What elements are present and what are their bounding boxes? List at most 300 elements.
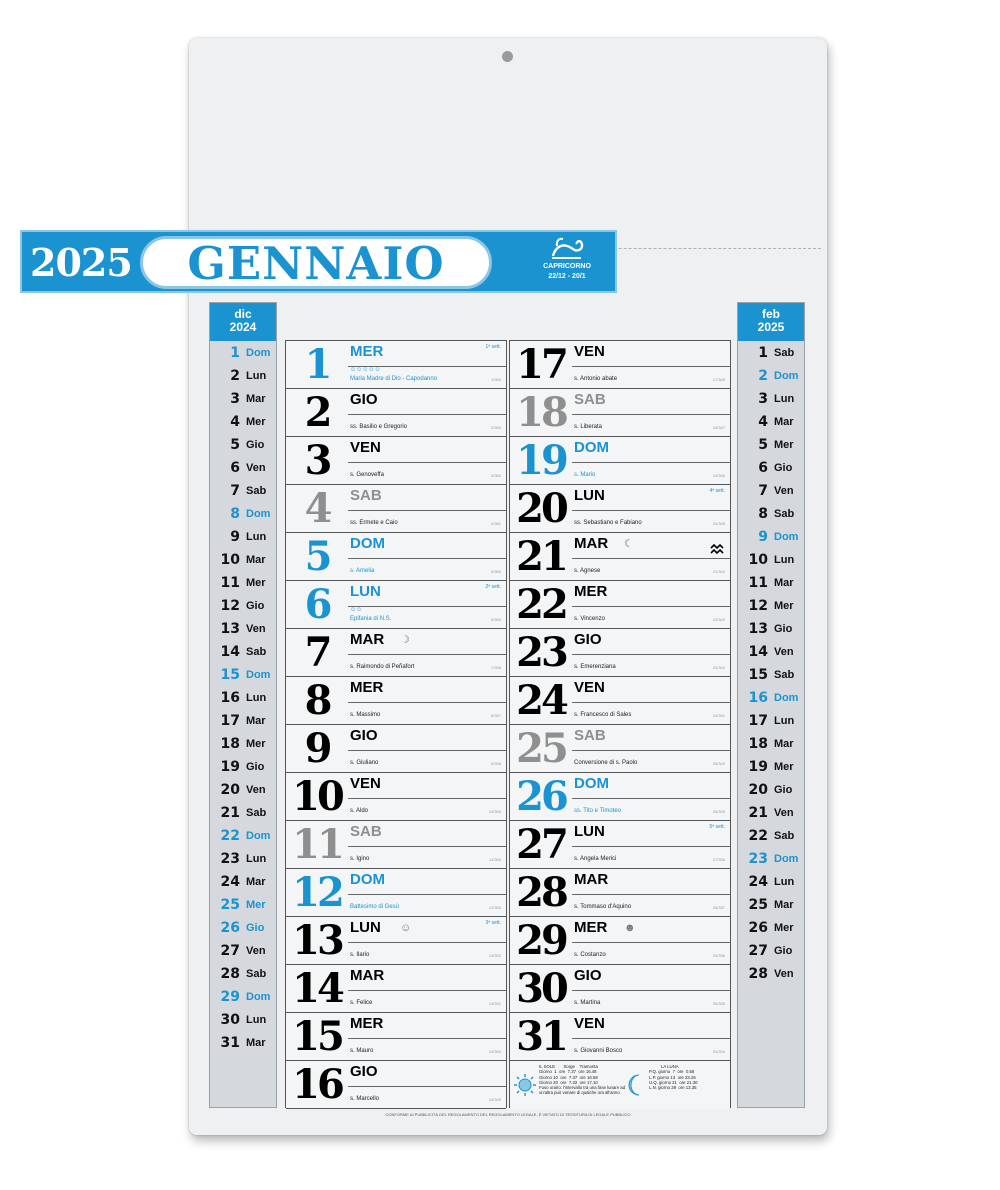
day-divider (572, 366, 730, 367)
weekday-name: VEN (350, 439, 381, 456)
day-cell (286, 341, 506, 389)
side-day-name: Mar (246, 714, 266, 727)
side-day-row (210, 594, 276, 617)
side-day-number: 23 (748, 850, 768, 867)
capricorn-icon (547, 234, 587, 262)
side-day-name: Lun (246, 691, 267, 704)
side-day-row (210, 916, 276, 939)
day-progress: 19/346 (712, 473, 725, 478)
day-cell (510, 1013, 730, 1061)
side-day-name: Ven (774, 967, 794, 980)
side-day-number: 9 (230, 528, 240, 545)
side-day-row (738, 571, 804, 594)
side-day-name: Lun (774, 714, 795, 727)
day-cell (286, 533, 506, 581)
side-day-name: Dom (246, 990, 271, 1003)
day-number: 4 (304, 485, 330, 532)
side-day-row (210, 410, 276, 433)
saint-name: s. Antonio abate (574, 376, 618, 382)
next-month-header (738, 303, 804, 341)
weekday-name: SAB (574, 391, 606, 408)
side-day-row (738, 594, 804, 617)
day-cell (286, 965, 506, 1013)
side-day-name: Mer (246, 898, 266, 911)
day-progress: 25/340 (712, 761, 725, 766)
side-day-name: Mar (774, 898, 794, 911)
side-day-row (738, 456, 804, 479)
day-cell (510, 677, 730, 725)
weekday-name: MAR (574, 535, 609, 552)
side-day-number: 15 (220, 666, 240, 683)
day-progress: 12/353 (488, 905, 501, 910)
side-day-row (210, 617, 276, 640)
day-number: 7 (304, 629, 330, 676)
days-column-2 (509, 340, 731, 1108)
prev-month-days (210, 341, 276, 1054)
side-day-number: 26 (748, 919, 768, 936)
side-day-number: 24 (220, 873, 240, 890)
moon-line: U.Q. giorno 21 ore 21.30 (649, 1079, 698, 1085)
side-day-number: 3 (758, 390, 768, 407)
prev-month-label: dic (234, 307, 252, 321)
day-number: 25 (516, 725, 566, 772)
day-number: 15 (292, 1013, 342, 1060)
sun-line: Fuso orario: l'intervallo tra una fase lunare ad (539, 1085, 626, 1091)
day-cell (510, 917, 730, 965)
side-day-number: 14 (220, 643, 240, 660)
side-day-number: 23 (220, 850, 240, 867)
weekday-name: VEN (350, 775, 381, 792)
sun-icon (513, 1073, 537, 1097)
side-day-row (210, 502, 276, 525)
week-number: 3ª sett. (485, 920, 501, 926)
day-divider (348, 894, 506, 895)
saint-name: s. Mauro (350, 1048, 374, 1054)
side-day-name: Lun (246, 369, 267, 382)
side-day-number: 27 (748, 942, 768, 959)
day-progress: 27/338 (712, 857, 725, 862)
side-day-row (738, 709, 804, 732)
day-divider (348, 942, 506, 943)
side-day-number: 11 (748, 574, 768, 591)
day-number: 16 (292, 1061, 342, 1108)
side-day-number: 8 (758, 505, 768, 522)
side-day-name: Ven (246, 461, 266, 474)
day-progress: 20/345 (712, 521, 725, 526)
day-cell (510, 629, 730, 677)
side-day-name: Sab (246, 484, 267, 497)
side-day-row (738, 686, 804, 709)
side-day-name: Mer (774, 599, 794, 612)
side-day-number: 13 (748, 620, 768, 637)
saint-name: s. Ilario (350, 952, 370, 958)
moon-phase-icon: ☽ (400, 634, 410, 646)
side-day-number: 3 (230, 390, 240, 407)
prev-month-header (210, 303, 276, 341)
saint-name: s. Francesco di Sales (574, 712, 632, 718)
day-number: 3 (304, 437, 330, 484)
sun-line: IL SOLE Sorge Tramonta (539, 1064, 598, 1069)
moon-phases (649, 1064, 698, 1090)
day-divider (348, 990, 506, 991)
day-progress: 4/361 (490, 521, 501, 526)
day-cell (286, 485, 506, 533)
side-day-row (210, 479, 276, 502)
saint-name: s. Giuliano (350, 760, 379, 766)
saint-name: s. Angela Merici (574, 856, 617, 862)
holiday-mark: ☺☺ (350, 607, 363, 613)
day-progress: 3/362 (490, 473, 501, 478)
side-day-name: Lun (774, 392, 795, 405)
day-divider (348, 510, 506, 511)
side-day-number: 20 (220, 781, 240, 798)
day-number: 5 (304, 533, 330, 580)
week-number: 1ª sett. (485, 344, 501, 350)
saint-name: ss. Basilio e Gregorio (350, 424, 408, 430)
day-divider (348, 702, 506, 703)
month-title: GENNAIO (187, 237, 445, 290)
weekday-name: MER (350, 1015, 384, 1032)
day-number: 6 (304, 581, 330, 628)
side-day-number: 21 (748, 804, 768, 821)
day-progress: 13/352 (488, 953, 501, 958)
side-day-row (738, 479, 804, 502)
day-divider (572, 798, 730, 799)
side-day-number: 21 (220, 804, 240, 821)
day-divider (572, 750, 730, 751)
side-day-row (210, 387, 276, 410)
day-progress: 6/359 (490, 617, 501, 622)
day-cell (286, 629, 506, 677)
day-divider (572, 510, 730, 511)
week-number: 5ª sett. (709, 824, 725, 830)
moon-line: P.Q. giorno 7 ore 0.56 (649, 1069, 695, 1075)
side-day-row (210, 548, 276, 571)
side-day-row (738, 962, 804, 985)
day-number: 30 (516, 965, 566, 1012)
day-cell (286, 1061, 506, 1109)
zodiac-dates: 22/12 - 20/1 (548, 273, 586, 280)
side-day-number: 17 (748, 712, 768, 729)
day-cell (510, 437, 730, 485)
moon-phase-icon: ☻ (624, 922, 636, 934)
side-day-number: 28 (748, 965, 768, 982)
side-day-name: Mar (774, 415, 794, 428)
moon-phase-icon: ☺ (400, 922, 412, 934)
day-number: 28 (516, 869, 566, 916)
day-cell (510, 389, 730, 437)
side-day-row (738, 893, 804, 916)
side-day-name: Dom (774, 530, 799, 543)
day-progress: 22/343 (712, 617, 725, 622)
side-day-name: Sab (774, 507, 795, 520)
side-day-number: 25 (748, 896, 768, 913)
day-number: 8 (304, 677, 330, 724)
day-progress: 7/358 (490, 665, 501, 670)
weekday-name: SAB (350, 487, 382, 504)
side-day-row (210, 709, 276, 732)
day-divider (348, 462, 506, 463)
day-number: 18 (516, 389, 566, 436)
day-progress: 16/349 (488, 1097, 501, 1102)
side-day-name: Dom (774, 852, 799, 865)
side-day-name: Ven (774, 484, 794, 497)
side-day-name: Sab (246, 645, 267, 658)
side-day-number: 10 (220, 551, 240, 568)
sun-moon-info (510, 1061, 730, 1109)
saint-name: s. Giovanni Bosco (574, 1048, 623, 1054)
day-number: 1 (304, 341, 330, 388)
day-number: 17 (516, 341, 566, 388)
side-day-number: 12 (220, 597, 240, 614)
day-divider (348, 606, 506, 607)
side-day-row (210, 640, 276, 663)
day-divider (572, 894, 730, 895)
side-day-name: Gio (774, 783, 793, 796)
side-day-number: 4 (230, 413, 240, 430)
moon-line: LA LUNA (649, 1064, 679, 1069)
side-day-number: 19 (220, 758, 240, 775)
saint-name: Conversione di s. Paolo (574, 760, 638, 766)
day-cell (286, 773, 506, 821)
weekday-name: MER (350, 679, 384, 696)
weekday-name: DOM (350, 871, 385, 888)
weekday-name: MER (574, 919, 608, 936)
weekday-name: DOM (350, 535, 385, 552)
side-day-name: Ven (774, 645, 794, 658)
side-day-number: 9 (758, 528, 768, 545)
day-progress: 15/350 (488, 1049, 501, 1054)
moon-line: L.N. giorno 29 ore 13.35 (649, 1085, 697, 1091)
prev-month-year: 2024 (229, 320, 257, 334)
day-progress: 10/355 (488, 809, 501, 814)
side-day-name: Mer (246, 737, 266, 750)
saint-name: s. Igino (350, 856, 370, 862)
side-day-number: 24 (748, 873, 768, 890)
day-number: 21 (516, 533, 566, 580)
side-day-number: 10 (748, 551, 768, 568)
weekday-name: MER (574, 583, 608, 600)
day-divider (572, 1038, 730, 1039)
side-day-name: Gio (246, 438, 265, 451)
day-cell (286, 437, 506, 485)
day-number: 20 (516, 485, 566, 532)
next-month-days (738, 341, 804, 985)
sun-line: Giorno 1 ore 7.37 ore 16.48 (539, 1069, 597, 1075)
weekday-name: MAR (350, 967, 385, 984)
weekday-name: MER (350, 343, 384, 360)
day-divider (572, 462, 730, 463)
day-cell (510, 773, 730, 821)
day-cell (510, 821, 730, 869)
day-progress: 29/336 (712, 953, 725, 958)
day-progress: 30/335 (712, 1001, 725, 1006)
side-day-row (210, 456, 276, 479)
side-day-number: 13 (220, 620, 240, 637)
saint-name: ss. Sebastiano e Fabiano (574, 520, 642, 526)
saint-name: s. Vincenzo (574, 616, 605, 622)
side-day-row (210, 1031, 276, 1054)
saint-name: s. Liberata (574, 424, 603, 430)
day-divider (348, 798, 506, 799)
side-day-name: Mar (246, 392, 266, 405)
side-day-name: Lun (774, 553, 795, 566)
day-number: 29 (516, 917, 566, 964)
side-day-name: Dom (246, 346, 271, 359)
weekday-name: LUN (574, 823, 605, 840)
hanging-hole (502, 51, 513, 62)
side-day-name: Mer (246, 576, 266, 589)
side-day-row (738, 939, 804, 962)
side-day-row (738, 732, 804, 755)
side-day-number: 8 (230, 505, 240, 522)
side-day-number: 1 (230, 344, 240, 361)
weekday-name: SAB (350, 823, 382, 840)
side-day-number: 6 (230, 459, 240, 476)
day-progress: 21/344 (712, 569, 725, 574)
day-cell (286, 1013, 506, 1061)
side-day-row (210, 732, 276, 755)
sun-times (539, 1064, 625, 1096)
side-day-row (738, 410, 804, 433)
saint-name: s. Marcello (350, 1096, 380, 1102)
zodiac-box (522, 234, 612, 290)
day-divider (348, 750, 506, 751)
weekday-name: GIO (574, 631, 602, 648)
week-number: 4ª sett. (709, 488, 725, 494)
sun-line: Giorno 20 ore 7.32 ore 17.10 (539, 1079, 598, 1085)
side-day-name: Sab (774, 668, 795, 681)
weekday-name: GIO (350, 1063, 378, 1080)
sun-line: Giorno 10 ore 7.37 ore 16.58 (539, 1074, 598, 1080)
side-day-number: 5 (230, 436, 240, 453)
day-cell (510, 965, 730, 1013)
side-day-row (738, 341, 804, 364)
side-day-name: Mar (774, 576, 794, 589)
saint-name: ss. Ermete e Caio (350, 520, 398, 526)
side-day-number: 1 (758, 344, 768, 361)
next-month-label: feb (762, 307, 780, 321)
side-day-number: 30 (220, 1011, 240, 1028)
side-day-row (210, 962, 276, 985)
week-number: 2ª sett. (485, 584, 501, 590)
day-cell (510, 581, 730, 629)
day-cell (510, 485, 730, 533)
day-number: 10 (292, 773, 342, 820)
side-day-row (738, 433, 804, 456)
side-day-number: 20 (748, 781, 768, 798)
side-day-name: Lun (246, 852, 267, 865)
side-day-name: Mer (774, 438, 794, 451)
day-divider (572, 990, 730, 991)
side-day-row (210, 663, 276, 686)
side-day-row (738, 778, 804, 801)
day-progress: 2/363 (490, 425, 501, 430)
day-progress: 28/337 (712, 905, 725, 910)
weekday-name: LUN (350, 583, 381, 600)
day-divider (572, 654, 730, 655)
saint-name: s. Emerenziana (574, 664, 616, 670)
side-day-row (210, 939, 276, 962)
side-day-row (210, 571, 276, 594)
side-day-name: Sab (246, 967, 267, 980)
day-progress: 14/351 (488, 1001, 501, 1006)
moon-icon (624, 1073, 648, 1097)
day-number: 24 (516, 677, 566, 724)
day-divider (572, 702, 730, 703)
side-day-name: Mar (246, 553, 266, 566)
side-day-row (210, 847, 276, 870)
side-day-number: 25 (220, 896, 240, 913)
day-divider (572, 558, 730, 559)
side-day-name: Mar (246, 1036, 266, 1049)
side-day-number: 12 (748, 597, 768, 614)
saint-name: s. Genoveffa (350, 472, 384, 478)
side-day-name: Lun (774, 875, 795, 888)
saint-name: ss. Tito e Timoteo (574, 808, 622, 814)
side-day-name: Gio (246, 760, 265, 773)
side-day-row (738, 502, 804, 525)
day-divider (572, 606, 730, 607)
weekday-name: SAB (574, 727, 606, 744)
side-day-row (738, 548, 804, 571)
day-progress: 11/354 (489, 857, 501, 862)
saint-name: s. Agnese (574, 568, 601, 574)
day-number: 2 (304, 389, 330, 436)
side-day-name: Dom (774, 691, 799, 704)
weekday-name: VEN (574, 1015, 605, 1032)
next-month-year: 2025 (757, 320, 785, 334)
day-progress: 9/356 (490, 761, 501, 766)
side-day-name: Lun (246, 530, 267, 543)
side-day-name: Sab (774, 346, 795, 359)
saint-name: s. Raimondo di Peñafort (350, 664, 415, 670)
day-cell (286, 821, 506, 869)
day-divider (348, 558, 506, 559)
side-day-number: 18 (220, 735, 240, 752)
side-day-name: Ven (774, 806, 794, 819)
side-day-number: 18 (748, 735, 768, 752)
side-day-name: Ven (246, 944, 266, 957)
day-number: 9 (304, 725, 330, 772)
day-cell (286, 917, 506, 965)
side-day-name: Mar (774, 737, 794, 750)
day-cell (510, 869, 730, 917)
side-day-row (210, 364, 276, 387)
side-day-row (738, 387, 804, 410)
side-day-row (738, 824, 804, 847)
side-day-row (210, 1008, 276, 1031)
side-day-name: Dom (774, 369, 799, 382)
holiday-mark: ☺☺☺☺☺ (350, 367, 381, 373)
header-year: 2025 (30, 240, 132, 285)
side-day-name: Mer (774, 921, 794, 934)
day-cell (286, 869, 506, 917)
side-day-name: Sab (774, 829, 795, 842)
side-day-number: 2 (758, 367, 768, 384)
saint-name: s. Costanzo (574, 952, 606, 958)
day-cell (510, 341, 730, 389)
side-day-number: 17 (220, 712, 240, 729)
day-cell (510, 533, 730, 581)
day-progress: 8/357 (490, 713, 501, 718)
day-number: 27 (516, 821, 566, 868)
next-month-panel (737, 302, 805, 1108)
weekday-name: GIO (574, 967, 602, 984)
day-cell (286, 389, 506, 437)
day-divider (348, 1038, 506, 1039)
side-day-number: 29 (220, 988, 240, 1005)
